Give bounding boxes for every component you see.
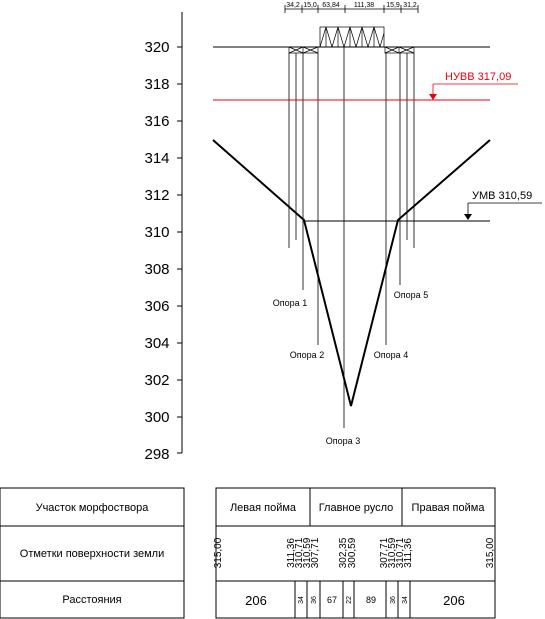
umv-label: УМВ 310,59 bbox=[472, 190, 533, 202]
y-axis-labels bbox=[144, 39, 169, 463]
distance-value: 206 bbox=[443, 593, 465, 608]
elevation-value: 300,59 bbox=[347, 537, 358, 569]
span-label: 15,9 bbox=[386, 2, 400, 9]
distance-value: 36 bbox=[390, 596, 397, 604]
support-label: Опора 4 bbox=[373, 350, 409, 360]
distance-value: 206 bbox=[245, 593, 267, 608]
distance-value: 67 bbox=[326, 595, 338, 605]
y-axis-ticks bbox=[177, 47, 182, 453]
elevation-value: 310,59 bbox=[302, 537, 313, 569]
section-main-channel: Главное русло bbox=[318, 502, 394, 514]
elevation-value: 302,35 bbox=[338, 537, 349, 569]
elevation-value: 311,36 bbox=[286, 538, 297, 568]
elevation-value: 315,00 bbox=[485, 537, 496, 569]
y-tick-label: 316 bbox=[144, 113, 170, 130]
elevation-value: 307,71 bbox=[310, 537, 321, 569]
distance-value: 36 bbox=[311, 596, 318, 604]
elevation-value: 307,71 bbox=[379, 537, 390, 569]
span-label: 111,38 bbox=[353, 2, 375, 9]
distance-value: 34 bbox=[298, 596, 305, 604]
y-tick-label: 312 bbox=[144, 187, 170, 204]
elevation-value: 315,00 bbox=[213, 537, 224, 569]
support-label: Опора 1 bbox=[272, 298, 308, 308]
y-tick-label: 308 bbox=[144, 261, 170, 278]
span-label: 34,2 bbox=[286, 2, 300, 9]
y-tick-label: 314 bbox=[144, 150, 170, 167]
y-tick-label: 318 bbox=[144, 76, 170, 93]
umv-arrow-icon bbox=[464, 214, 472, 220]
y-tick-label: 302 bbox=[144, 372, 170, 389]
bridge-truss bbox=[320, 27, 384, 47]
span-label: 15,0 bbox=[303, 2, 317, 9]
nuvv-arrow-icon bbox=[429, 94, 437, 100]
section-right-floodplain: Правая пойма bbox=[411, 502, 485, 514]
section-left-floodplain: Левая пойма bbox=[229, 502, 297, 514]
support-label: Опора 3 bbox=[325, 436, 361, 446]
y-tick-label: 310 bbox=[144, 224, 170, 241]
elevation-value: 310,59 bbox=[387, 537, 398, 569]
distance-value: 34 bbox=[402, 596, 409, 604]
right-abutment bbox=[385, 47, 414, 53]
row-title-elevations: Отметки поверхности земли bbox=[19, 548, 165, 560]
support-label: Опора 2 bbox=[289, 350, 325, 360]
y-tick-label: 306 bbox=[144, 298, 170, 315]
nuvv-label: НУВВ 317,09 bbox=[445, 71, 512, 83]
y-tick-label: 304 bbox=[144, 335, 170, 352]
y-tick-label: 300 bbox=[144, 409, 170, 426]
span-label: 63,84 bbox=[322, 2, 340, 9]
row-title-distances: Расстояния bbox=[62, 594, 122, 606]
elevation-value: 311,36 bbox=[403, 538, 414, 568]
left-abutment bbox=[289, 47, 318, 53]
span-label: 31,2 bbox=[403, 2, 417, 9]
distance-value: 22 bbox=[346, 596, 353, 604]
y-tick-label: 298 bbox=[144, 446, 170, 463]
y-tick-label: 320 bbox=[144, 39, 170, 56]
elevation-value: 310,71 bbox=[294, 537, 305, 569]
row-title-section: Участок морфоствора bbox=[35, 502, 149, 514]
ground-profile bbox=[213, 140, 490, 406]
distance-value: 89 bbox=[365, 595, 377, 605]
support-label: Опора 5 bbox=[393, 290, 429, 300]
elevation-value: 310,71 bbox=[395, 537, 406, 569]
